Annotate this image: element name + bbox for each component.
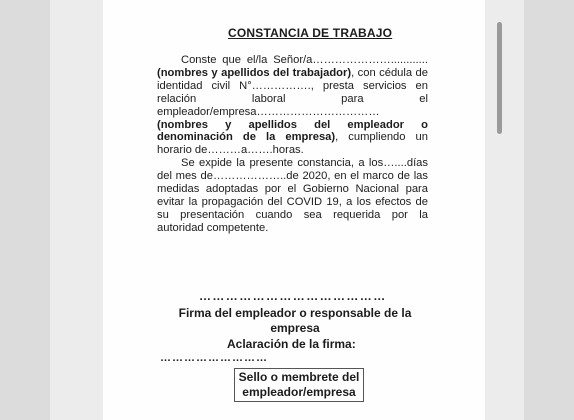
worker-name-hint: (nombres y apellidos del trabajador) [157,66,352,79]
paragraph-worker-intro: Conste que el/la Señor/a…………………............ [181,54,428,66]
document-page [103,0,485,420]
aclaracion-label: Aclaración de la firma: [227,337,356,351]
sello-box: Sello o membrete del empleador/empresa [234,368,364,402]
paragraph-worker [157,54,428,157]
paragraph-worker-middle: , con cédula de identidad civil N°……………., presta servicios en relación laboral para el empleador/empresa…………………………… [157,66,428,118]
paragraph-worker-end: , cumpliendo un horario de………a…….horas. [157,131,428,157]
document-body [157,54,428,235]
employer-name-hint: (nombres y apellidos del empleador o denominación de la empresa) [157,118,428,144]
right-background [524,0,574,420]
scrollbar[interactable] [497,22,502,134]
signature-line: …………………………………… [199,289,387,303]
document-title: CONSTANCIA DE TRABAJO [228,26,393,40]
paragraph-issuance: Se expide la presente constancia, a los…....días del mes de………………..de 2020, en el marco de las medidas adoptadas por el Gobierno Nacional para evitar la propagación del COVID 19, a los efectos de su presentación cuando sea requerida por la autoridad competente. [157,157,428,234]
signature-label: Firma del empleador o responsable de la empresa [178,306,412,335]
aclaracion-line: ……………………… [160,352,268,364]
left-background [0,0,50,420]
